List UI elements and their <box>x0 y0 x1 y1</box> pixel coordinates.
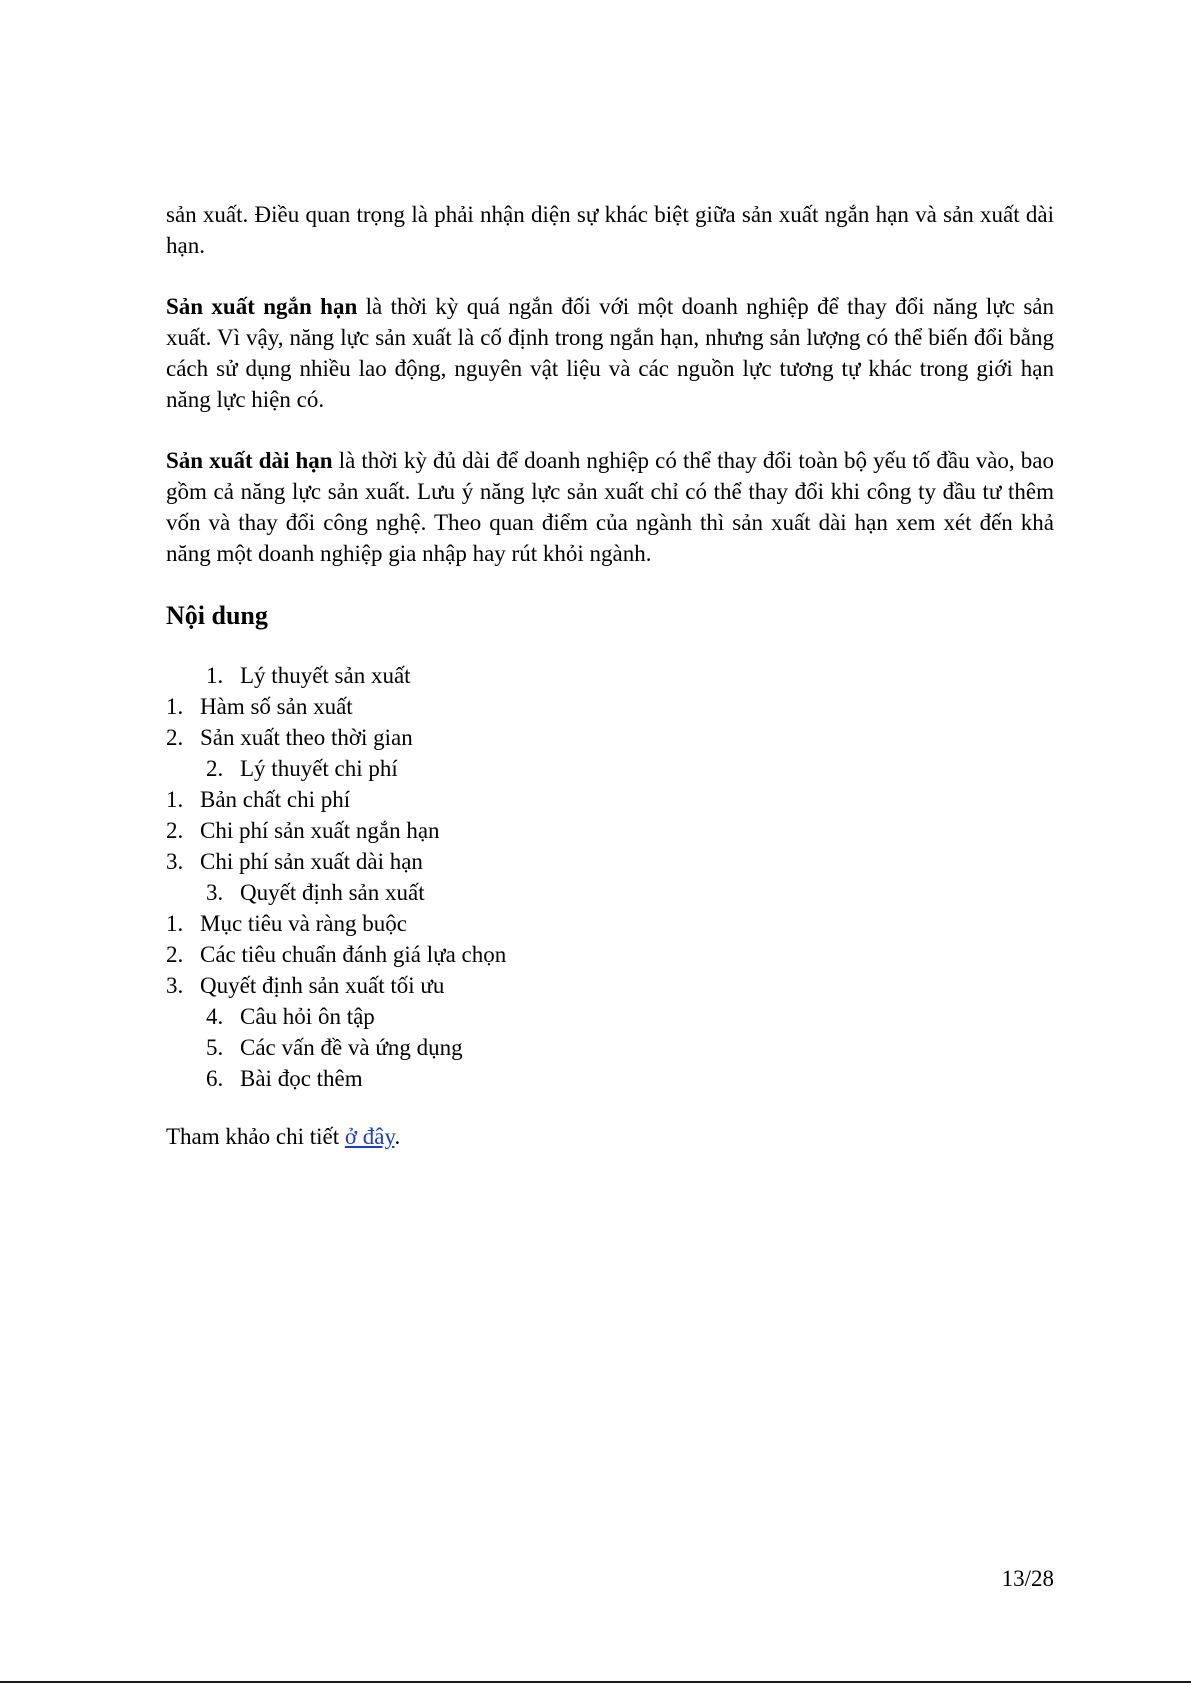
contents-item <box>166 877 1054 1001</box>
bottom-divider <box>0 1681 1191 1683</box>
contents-subitem-number: 1. <box>166 694 184 719</box>
short-run-term: Sản xuất ngắn hạn <box>166 294 358 319</box>
contents-subitem-label: Quyết định sản xuất tối ưu <box>200 973 445 998</box>
contents-item <box>166 1032 1054 1063</box>
short-run-text: là thời kỳ quá ngắn đối với một doanh nghiệp để thay đổi năng lực sản xuất. Vì vậy, năng lực sản xuất là cố định trong ngắn hạn, nhưng sản lượng có thể biến đổi bằng cách sử dụng nhiều lao động, nguyên vật liệu và các nguồn lực tương tự khác trong giới hạn năng lực hiện có. <box>166 294 1055 412</box>
contents-item-label: Lý thuyết sản xuất <box>240 663 411 688</box>
contents-subitem-label: Hàm số sản xuất <box>200 694 353 719</box>
contents-item-label: Câu hỏi ôn tập <box>240 1004 375 1029</box>
reference-link[interactable]: ở đây <box>344 1124 395 1149</box>
intro-paragraph: sản xuất. Điều quan trọng là phải nhận diện sự khác biệt giữa sản xuất ngắn hạn và sản xuất dài hạn. <box>166 202 1054 258</box>
contents-subitem <box>166 722 1054 753</box>
reference-prefix: Tham khảo chi tiết <box>166 1124 345 1149</box>
reference-suffix: . <box>394 1124 401 1149</box>
contents-sublist <box>166 784 1054 877</box>
contents-subitem-number: 3. <box>166 973 184 998</box>
long-run-paragraph <box>166 445 1054 569</box>
contents-item <box>166 1001 1054 1032</box>
contents-subitem-number: 1. <box>166 911 184 936</box>
contents-item-row <box>166 1001 1054 1032</box>
contents-subitem-label: Chi phí sản xuất ngắn hạn <box>200 818 440 843</box>
contents-subitem-label: Sản xuất theo thời gian <box>200 725 413 750</box>
contents-item <box>166 660 1054 753</box>
contents-item <box>166 1063 1054 1094</box>
contents-subitem-number: 1. <box>166 787 184 812</box>
long-run-text: là thời kỳ đủ dài để doanh nghiệp có thể thay đổi toàn bộ yếu tố đầu vào, bao gồm cả năng lực sản xuất. Lưu ý năng lực sản xuất chỉ có thể thay đổi khi công ty đầu tư thêm vốn và thay đổi công nghệ. Theo quan điểm của ngành thì sản xuất dài hạn xem xét đến khả năng một doanh nghiệp gia nhập hay rút khỏi ngành. <box>166 448 1054 566</box>
contents-item-number: 3. <box>206 880 224 905</box>
long-run-term: Sản xuất dài hạn <box>166 448 333 473</box>
contents-item-label: Lý thuyết chi phí <box>240 756 398 781</box>
contents-item-label: Các vấn đề và ứng dụng <box>240 1035 463 1060</box>
contents-subitem-label: Chi phí sản xuất dài hạn <box>200 849 423 874</box>
contents-item-number: 4. <box>206 1004 224 1029</box>
contents-item-number: 6. <box>206 1066 224 1091</box>
contents-subitem <box>166 784 1054 815</box>
contents-subitem-number: 3. <box>166 849 184 874</box>
contents-subitem-number: 2. <box>166 942 184 967</box>
contents-item-row <box>166 660 1054 691</box>
contents-item-label: Bài đọc thêm <box>240 1066 363 1091</box>
contents-subitem <box>166 846 1054 877</box>
contents-item-number: 5. <box>206 1035 224 1060</box>
contents-subitem-label: Bản chất chi phí <box>200 787 351 812</box>
contents-item-row <box>166 1063 1054 1094</box>
contents-item <box>166 753 1054 877</box>
contents-item-number: 2. <box>206 756 224 781</box>
page-number: 13/28 <box>1001 1566 1054 1591</box>
contents-subitem <box>166 691 1054 722</box>
reference-line <box>166 1121 1054 1152</box>
contents-heading: Nội dung <box>166 601 268 630</box>
contents-item-label: Quyết định sản xuất <box>240 880 425 905</box>
contents-item-row <box>166 1032 1054 1063</box>
document-page <box>166 199 1054 1182</box>
contents-item-row <box>166 877 1054 908</box>
contents-sublist <box>166 691 1054 753</box>
contents-subitem <box>166 908 1054 939</box>
contents-subitem <box>166 939 1054 970</box>
contents-subitem <box>166 970 1054 1001</box>
contents-item-row <box>166 753 1054 784</box>
contents-subitem <box>166 815 1054 846</box>
contents-subitem-label: Các tiêu chuẩn đánh giá lựa chọn <box>200 942 507 967</box>
short-run-paragraph <box>166 291 1054 415</box>
contents-subitem-number: 2. <box>166 725 184 750</box>
contents-sublist <box>166 908 1054 1001</box>
contents-subitem-number: 2. <box>166 818 184 843</box>
contents-subitem-label: Mục tiêu và ràng buộc <box>200 911 407 936</box>
contents-list <box>166 660 1054 1094</box>
contents-item-number: 1. <box>206 663 224 688</box>
